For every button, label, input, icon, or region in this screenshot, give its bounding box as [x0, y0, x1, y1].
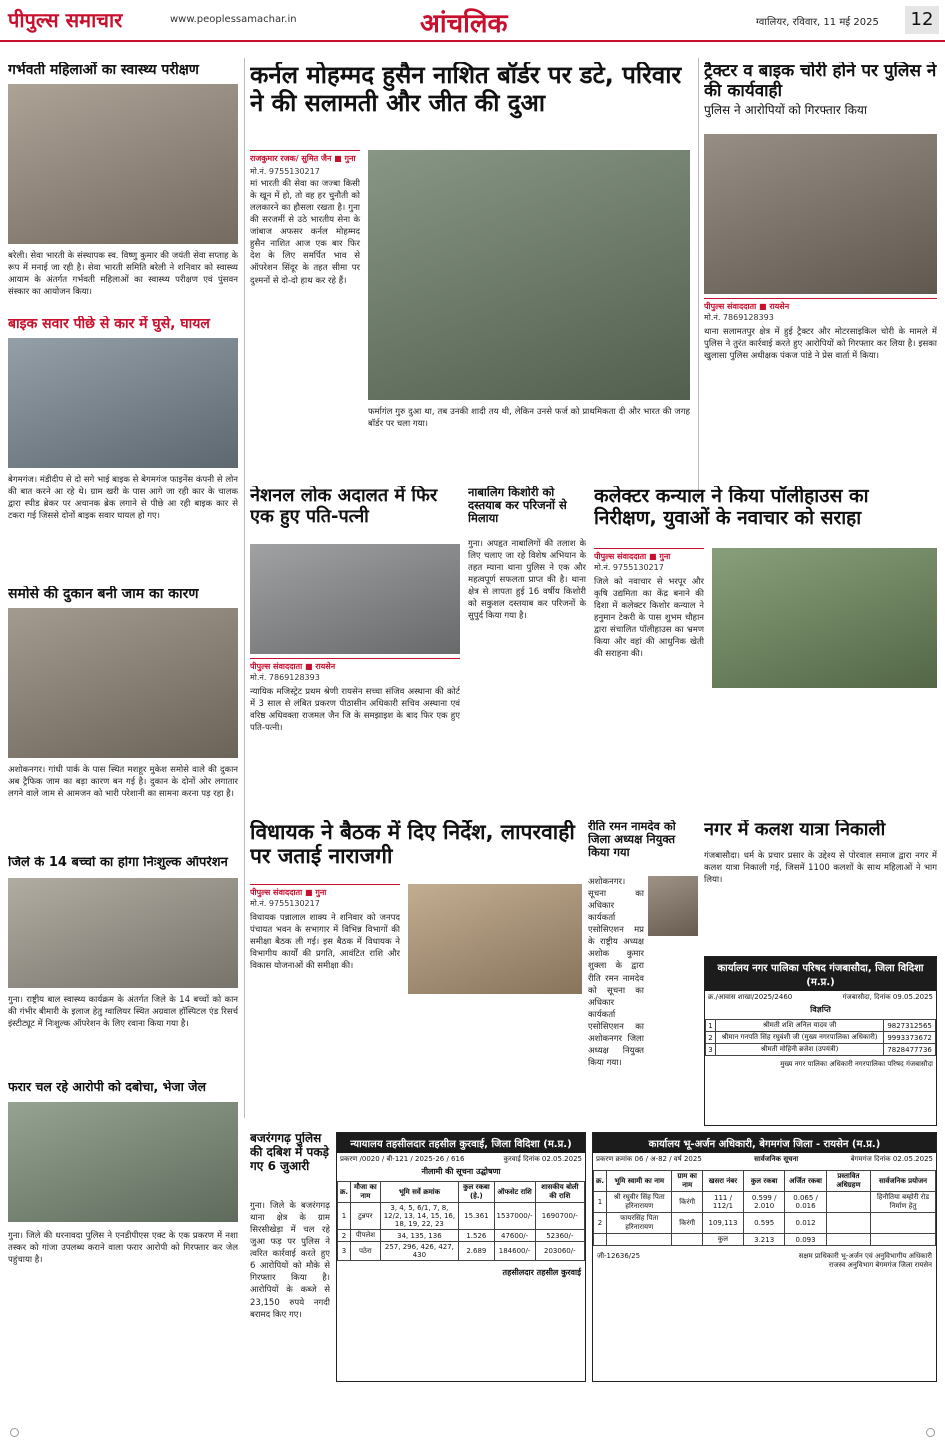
story-body: गंजबासौदा। धर्म के प्रचार प्रसार के उद्देश्य से पोरवाल समाज द्वारा नगर में कलश यात्रा निकाली गई, जिसमें 1100 कलशों के साथ महिलाओं ने भाग लिया।: [704, 851, 937, 886]
table-cell: श्रीमती मोहिनी ब्रजेश (उपयंत्री): [715, 1044, 883, 1056]
table-cell: 257, 296, 426, 427, 430: [380, 1242, 459, 1261]
notice-date: कुरवाई दिनांक 02.05.2025: [503, 1155, 582, 1163]
table-cell: 184600/-: [494, 1242, 535, 1261]
story-headline: रीति रमन नामदेव को जिला अध्यक्ष नियुक्त किया गया: [588, 820, 676, 860]
table-cell: टुन्नपर: [351, 1203, 381, 1230]
table-cell: [672, 1234, 703, 1246]
column-header: ग्राम का नाम: [672, 1171, 703, 1192]
story-photo: [408, 884, 582, 994]
table-cell: 2: [594, 1213, 607, 1234]
column-header: भूमि सर्वे क्रमांक: [380, 1182, 459, 1203]
story-kids: [8, 856, 238, 1076]
story-photo: [8, 1102, 238, 1222]
table-cell: 2: [338, 1230, 351, 1242]
table-cell: 1690700/-: [535, 1203, 584, 1230]
table-row: [338, 1203, 585, 1230]
table-cell: [826, 1192, 870, 1213]
story-bajrang: [250, 1132, 330, 1382]
notice-heading: नीलामी की सूचना उद्घोषणा: [421, 1167, 501, 1176]
website-url[interactable]: www.peoplessamachar.in: [170, 14, 297, 25]
table-cell: 3: [338, 1242, 351, 1261]
photo-caption: फर्मागंल गुरु दुआ था, तब उनकी शादी तय थी, लेकिन उनसे फर्ज को प्राथमिकता दी और भारत की जगह बॉर्डर पर चला गया।: [368, 407, 690, 430]
notice-title: न्यायालय तहसीलदार तहसील कुरवाई, जिला विदिशा (म.प्र.): [337, 1133, 585, 1153]
story-mobile: मो.नं. 9755130217: [594, 563, 664, 572]
masthead: [0, 0, 945, 42]
table-cell: 0.093: [785, 1234, 826, 1246]
table-cell: श्रीमती शशि अनिल यादव जी: [715, 1020, 883, 1032]
story-headline: ट्रैक्टर व बाइक चोरी होने पर पुलिस ने की कार्यवाही: [704, 62, 937, 101]
story-photo: [250, 544, 460, 654]
newspaper-brand: पीपुल्स समाचार: [8, 8, 123, 32]
story-vidhayak: [250, 820, 582, 1130]
story-body: गुना। राष्ट्रीय बाल स्वास्थ्य कार्यक्रम के अंतर्गत जिले के 14 बच्चों को कान की गंभीर बीमारी के इलाज हेतु ग्वालियर स्थित अग्रवाल हॉस्पिटल एंड रिसर्च इंस्टीट्यूट में निःशुल्क ऑपरेशन के लिए रवाना किया गया है।: [8, 995, 238, 1030]
table-cell: 1: [338, 1203, 351, 1230]
story-headline: फरार चल रहे आरोपी को दबोचा, भेजा जेल: [8, 1080, 207, 1094]
notice-code: जी-12636/25: [597, 1252, 641, 1260]
page-number: 12: [905, 6, 939, 34]
notice-title: कार्यालय भू-अर्जन अधिकारी, बेगमगंज जिला - रायसेन (म.प्र.): [593, 1133, 936, 1153]
story-byline: पीपुल्स संवाददाता ■ गुना: [250, 884, 400, 898]
table-cell: 47600/-: [494, 1230, 535, 1242]
column-header: खसरा नंबर: [703, 1171, 744, 1192]
table-cell: 3, 4, 5, 6/1, 7, 8, 12/2, 13, 14, 15, 16, 18, 19, 22, 23: [380, 1203, 459, 1230]
table-cell: श्री रघुवीर सिंह पिता हरिनारायण: [607, 1192, 672, 1213]
story-headline: नाबालिग किशोरी को दस्तयाब कर परिजनों से मिलाया: [468, 486, 567, 526]
notice-ref: प्रकरण क्रमांक 06 / अ-82 / वर्ष 2025: [596, 1155, 702, 1163]
story-tractor: [704, 62, 937, 502]
story-headline: कर्नल मोहम्मद हुसैन नाशित बॉर्डर पर डटे, परिवार ने की सलामती और जीत की दुआ: [250, 62, 682, 117]
table-cell: 3: [706, 1044, 716, 1056]
table-row: [706, 1044, 936, 1056]
story-collector: [594, 486, 937, 816]
table-cell: [826, 1234, 870, 1246]
story-mobile: मो.नं. 7869128393: [250, 673, 320, 682]
story-pregnant: [8, 62, 238, 312]
column-header: मौजा का नाम: [351, 1182, 381, 1203]
notice-date: बेगमगंज दिनांक 02.05.2025: [850, 1155, 933, 1163]
table-cell: 9993373672: [884, 1032, 936, 1044]
table-cell: किरंगी: [672, 1213, 703, 1234]
story-mobile: मो.नं. 9755130217: [250, 167, 320, 176]
column-header: क्र.: [594, 1171, 607, 1192]
column-header: शासकीय बोली की राशि: [535, 1182, 584, 1203]
story-headline: बाइक सवार पीछे से कार में घुसे, घायल: [8, 316, 210, 332]
notice-heading: सार्वजनिक सूचना: [754, 1155, 799, 1163]
table-cell: 2.689: [459, 1242, 494, 1261]
notice-nagarpalika: [704, 956, 937, 1126]
story-headline: बजरंगगढ़ पुलिस की दबिश में पकड़े गए 6 जुआरी: [250, 1132, 329, 1173]
column-header: क्र.: [338, 1182, 351, 1203]
table-cell: 52360/-: [535, 1230, 584, 1242]
story-headline: गर्भवती महिलाओं का स्वास्थ्य परीक्षण: [8, 62, 199, 78]
table-row: [706, 1020, 936, 1032]
notice-ref: क्र./आवास शाखा/2025/2460: [708, 993, 793, 1001]
story-byline: पीपुल्स संवाददाता ■ रायसेन: [250, 658, 460, 672]
table-cell: 15.361: [459, 1203, 494, 1230]
column-header: सार्वजनिक प्रयोजन: [871, 1171, 936, 1192]
story-body: अशोकनगर। गांधी पार्क के पास स्थित मशहूर मुकेश समोसे वाले की दुकान अब ट्रैफिक जाम का बड़ा कारण बन गई है। दुकान के दोनों ओर लगातार लगने वाले जाम से आमजन को भारी परेशानी का सामना करना पड़ रहा है।: [8, 765, 238, 800]
table-cell: पठेरा: [351, 1242, 381, 1261]
table-cell: 0.595: [743, 1213, 784, 1234]
table-cell: [871, 1213, 936, 1234]
notice-heading: विज्ञप्ति: [810, 1005, 831, 1014]
story-headline: नेशनल लोक अदालत में फिर एक हुए पति-पत्नी: [250, 486, 438, 527]
table-cell: 7828477736: [884, 1044, 936, 1056]
table-cell: 1: [706, 1020, 716, 1032]
notice-signature: मुख्य नगर पालिका अधिकारी नगरपालिका परिषद गंजबासौदा: [780, 1060, 933, 1068]
story-body: न्यायिक मजिस्ट्रेट प्रथम श्रेणी रायसेन सच्चा संजिव अस्थाना की कोर्ट में 3 साल से लंबित प्रकरण पीठासीन अधिकारी सचिव अस्थाना एवं वरिष्ठ अधिवक्ता राजमल जैन जि के समझाइश के बाद फिर एक हुए पति-पत्नी।: [250, 687, 460, 734]
story-mobile: मो.नं. 7869128393: [704, 313, 774, 322]
story-samose: [8, 586, 238, 856]
table-cell: 203060/-: [535, 1242, 584, 1261]
story-body: मां भारती की सेवा का जज्बा किसी के खून में हो, तो वह हर चुनौती को ललकारने का हौसला रखता है। गुना की सरजमीं से उठे भारतीय सेना के जांबाज अफसर कर्नल मोहम्मद हुसैन नाशित आज एक बार फिर देश के लिए समर्पित भाव से ऑपरेशन सिंदूर के तहत सीमा पर दुश्मनों से दो-दो हाथ कर रहे हैं।: [250, 179, 360, 286]
story-faraar: [8, 1080, 238, 1380]
table-cell: किरंगी: [672, 1192, 703, 1213]
notice-date: गंजबासौदा, दिनांक 09.05.2025: [842, 993, 933, 1001]
story-headline: समोसे की दुकान बनी जाम का कारण: [8, 586, 199, 602]
story-lokadalat: [250, 486, 460, 816]
story-body: गुना। जिले की धरनावदा पुलिस ने एनडीपीएस एक्ट के एक प्रकरण में नशा तस्कर को गांजा उपलब्ध कराने वाला फरार आरोपी को गिरफ्तार कर जेल पहुंचाया है।: [8, 1231, 238, 1266]
table-cell: 2: [706, 1032, 716, 1044]
story-kishori: [468, 486, 586, 816]
story-body: अशोकनगर। सूचना का अधिकार कार्यकर्ता एसोसिएशन मप्र के राष्ट्रीय अध्यक्ष अशोक कुमार शुक्ला के द्वारा रीति रमन नामदेव को सूचना का अधिकार कार्यकर्ता एसोसिएशन का अशोकनगर जिला अध्यक्ष नियुक्त किया गया।: [588, 877, 644, 1068]
table-cell: 109,113: [703, 1213, 744, 1234]
table-cell: [826, 1213, 870, 1234]
table-cell: 111 / 112/1: [703, 1192, 744, 1213]
story-headline: विधायक ने बैठक में दिए निर्देश, लापरवाही पर जताई नाराजगी: [250, 820, 575, 869]
contact-table: [705, 1019, 936, 1056]
story-byline: पीपुल्स संवाददाता ■ गुना: [594, 548, 704, 562]
column-rule: [244, 58, 245, 1118]
table-cell: श्रीमान गनपति सिंह रघुवंशी जी (मुख्य नगरपालिका अधिकारी): [715, 1032, 883, 1044]
story-photo: [8, 878, 238, 988]
table-cell: पीपलेश: [351, 1230, 381, 1242]
table-cell: हिनौतिया बम्होरी रोड निर्माण हेतु: [871, 1192, 936, 1213]
column-header: भूमि स्वामी का नाम: [607, 1171, 672, 1192]
notice-title: कार्यालय नगर पालिका परिषद गंजबासौदा, जिला विदिशा (म.प्र.): [705, 957, 936, 991]
table-cell: [607, 1234, 672, 1246]
notice-case: प्रकरण /0020 / बी-121 / 2025-26 / 616: [340, 1155, 465, 1163]
land-table: [593, 1170, 936, 1246]
table-cell: 3.213: [743, 1234, 784, 1246]
table-cell: कुल: [703, 1234, 744, 1246]
portrait-photo: [648, 876, 698, 936]
table-cell: 1: [594, 1192, 607, 1213]
table-cell: 1.526: [459, 1230, 494, 1242]
story-headline: नगर में कलश यात्रा निकाली: [704, 820, 886, 840]
table-cell: फायरसिंह पिता हरिनारायण: [607, 1213, 672, 1234]
story-ritiraman: [588, 820, 698, 1120]
column-header: ऑफसेट राशि: [494, 1182, 535, 1203]
table-cell: 9827312565: [884, 1020, 936, 1032]
notice-tehsil: [336, 1132, 586, 1382]
column-header: कुल रकबा (हे.): [459, 1182, 494, 1203]
story-subheadline: पुलिस ने आरोपियों को गिरफ्तार किया: [704, 103, 867, 118]
dateline: ग्वालियर, रविवार, 11 मई 2025: [756, 17, 879, 28]
table-cell: 34, 135, 136: [380, 1230, 459, 1242]
column-rule: [698, 58, 699, 498]
story-body: गुना। जिले के बजरंगगढ़ थाना क्षेत्र के ग्राम सिरसीखेड़ा में चल रहे जुआ फड़ पर पुलिस ने त्वरित कार्रवाई करते हुए 6 आरोपियों को मौके से गिरफ्तार किया है। आरोपियों के कब्जे से 23,150 रुपये नगदी बरामद किए गए।: [250, 1201, 330, 1320]
story-body: बेगमगंज। मंडीदीप से दो सगे भाई बाइक से बेगमगंज फाइनेंस कंपनी से लोन की बात करने आ रहे थे। ग्राम खरी के पास आगे जा रही कार के चालक द्वारा स्पीड ब्रेकर पर अचानक ब्रेक लगाने से पीछे आ रही बाइक कार से टकरा गई जिससे दोनों बाइक सवार घायल हो गए।: [8, 475, 238, 522]
story-colonel: [250, 62, 690, 482]
table-cell: 0.599 / 2.010: [743, 1192, 784, 1213]
table-cell: [871, 1234, 936, 1246]
story-photo: [8, 338, 238, 468]
column-header: अर्जित रकबा: [785, 1171, 826, 1192]
notice-signature: सक्षम प्राधिकारी भू-अर्जन एवं अनुविभागीय अधिकारी राजस्व अनुविभाग बेगमगंज जिला रायसेन: [798, 1252, 932, 1269]
story-body: बरेली। सेवा भारती के संस्थापक स्व. विष्णु कुमार की जयंती सेवा सप्ताह के रूप में मनाई जा रही है। सेवा भारती समिति बरेली ने शनिवार को स्वास्थ्य आयाम के अंतर्गत गर्भवती महिलाओं का स्वास्थ्य परीक्षण एवं पुंसवन संस्कार का आयोजन किया।: [8, 251, 238, 298]
table-row: [706, 1032, 936, 1044]
story-kalash: [704, 820, 937, 950]
story-body: थाना सलामतपुर क्षेत्र में हुई ट्रैक्टर और मोटरसाइकिल चोरी के मामले में पुलिस ने तुरंत कार्रवाई करते हुए आरोपियों को गिरफ्तार कर लिया है। इसका खुलासा पुलिस अधीक्षक पंकज पांडे ने प्रेस वार्ता में किया।: [704, 327, 937, 362]
section-title: आंचलिक: [420, 9, 508, 39]
column-header: प्रस्तावित अधिग्रहण: [826, 1171, 870, 1192]
story-photo: [712, 548, 937, 688]
column-header: कुल रकबा: [743, 1171, 784, 1192]
table-row: [594, 1192, 936, 1213]
family-photo: [368, 150, 690, 400]
registration-mark: [10, 1428, 19, 1437]
table-cell: 1537000/-: [494, 1203, 535, 1230]
story-mobile: मो.नं. 9755130217: [250, 899, 320, 908]
story-photo: [704, 134, 937, 294]
story-photo: [8, 608, 238, 758]
story-byline: राजकुमार रजक/ सुमित जैन ■ गुना: [250, 150, 360, 164]
auction-table: [337, 1181, 585, 1261]
story-body: गुना। अपहृत नाबालिगों की तलाश के लिए चलाए जा रहे विशेष अभियान के तहत म्याना थाना पुलिस ने एक और महत्वपूर्ण सफलता प्राप्त की है। थाना क्षेत्र से लापता हुई 16 वर्षीय किशोरी को सकुशल दस्तयाब कर परिजनों के सुपुर्द किया गया है।: [468, 539, 586, 622]
story-headline: कलेक्टर कन्याल ने किया पॉलीहाउस का निरीक्षण, युवाओं के नवाचार को सराहा: [594, 486, 869, 529]
table-row: [594, 1213, 936, 1234]
story-body: विधायक पन्नालाल शाक्य ने शनिवार को जनपद पंचायत भवन के सभागार में विभिन्न विभागों की समीक्षा बैठक ली गई। इस बैठक में विधायक ने विभागीय कार्यों की प्रगति, आवंटित राशि और विकास योजनाओं की समीक्षा की।: [250, 913, 400, 972]
table-cell: 0.012: [785, 1213, 826, 1234]
table-cell: [594, 1234, 607, 1246]
total-row: [594, 1234, 936, 1246]
table-cell: 0.065 / 0.016: [785, 1192, 826, 1213]
registration-mark: [926, 1428, 935, 1437]
notice-signature: तहसीलदार तहसील कुरवाई: [502, 1268, 581, 1277]
story-photo: [8, 84, 238, 244]
table-row: [338, 1242, 585, 1261]
story-headline: जिले के 14 बच्चों का होगा निःशुल्क ऑपरेशन: [8, 856, 228, 870]
story-bike: [8, 316, 238, 586]
notice-bhuarjan: [592, 1132, 937, 1382]
story-byline: पीपुल्स संवाददाता ■ रायसेन: [704, 298, 937, 312]
story-body: जिले को नवाचार से भरपूर और कृषि उद्यमिता का केंद्र बनाने की दिशा में कलेक्टर किशोर कन्याल ने हनुमान टेकरी के पास शुभम चौहान द्वारा संचालित पॉलीहाउस का भ्रमण किया और वहां की आधुनिक खेती की सराहना की।: [594, 577, 704, 660]
table-row: [338, 1230, 585, 1242]
